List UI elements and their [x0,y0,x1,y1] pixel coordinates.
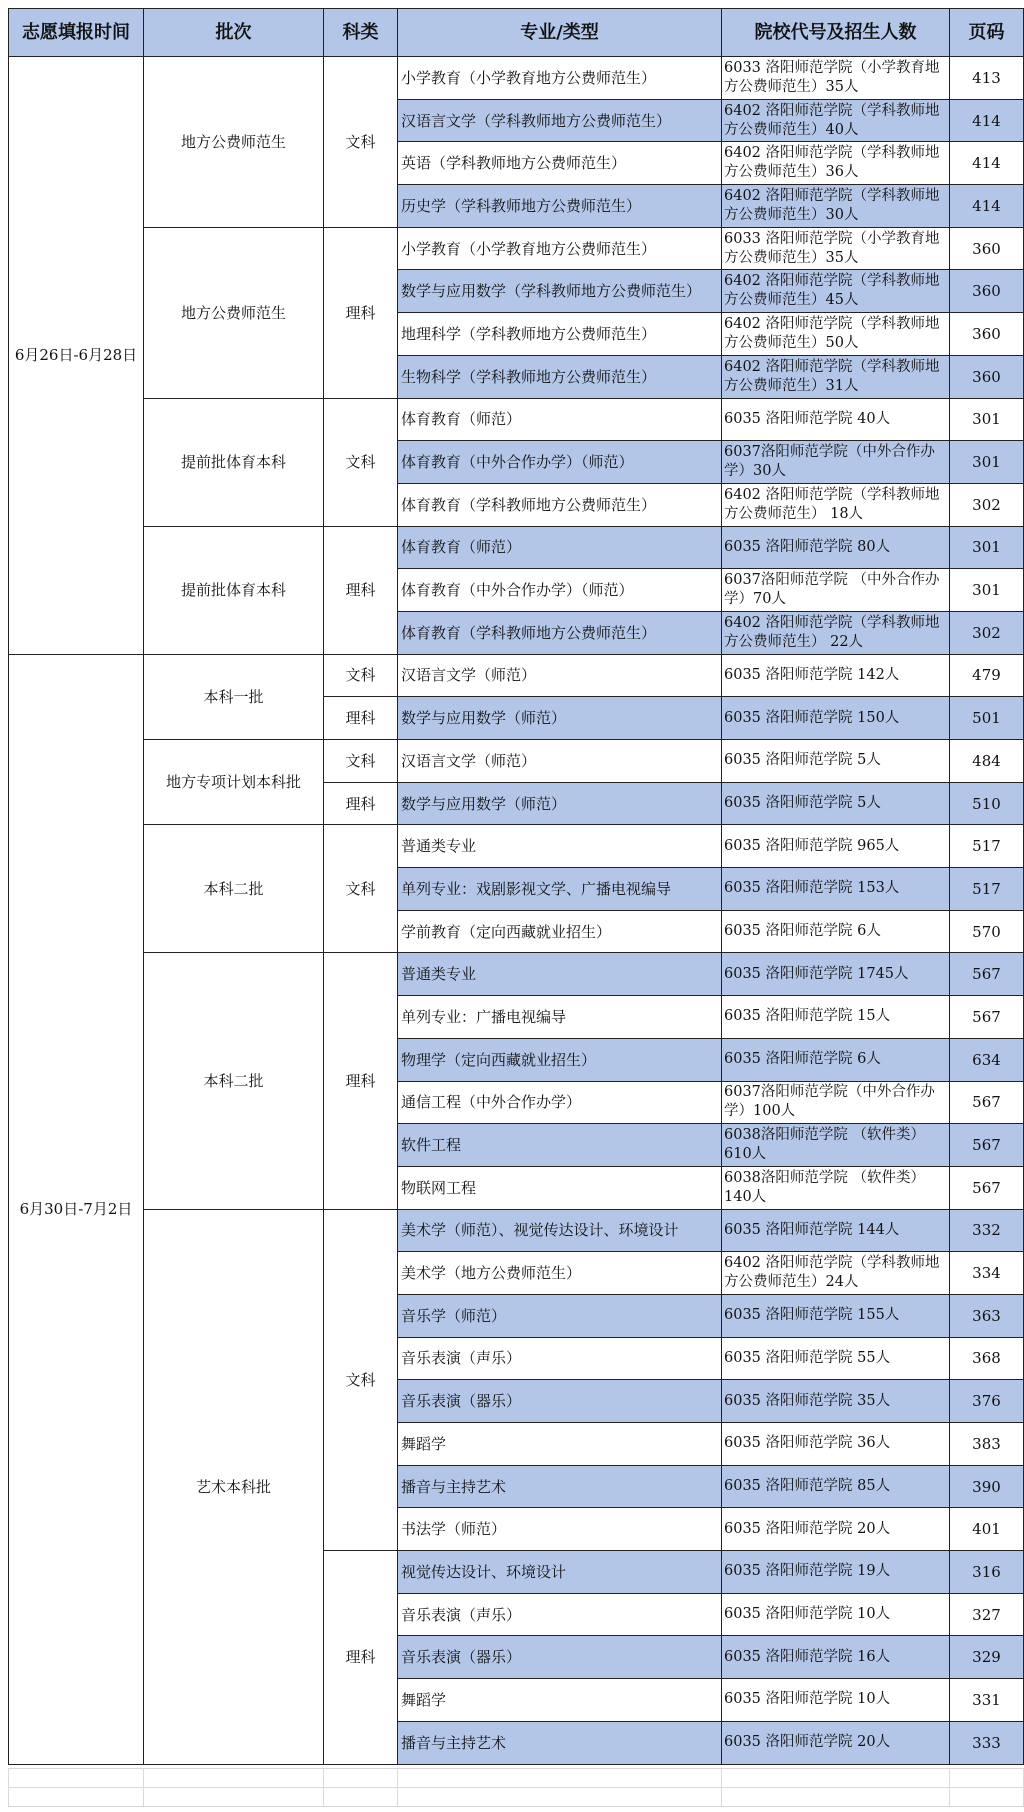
major-cell: 学前教育（定向西藏就业招生） [398,910,722,953]
school-cell: 6038洛阳师范学院 （软件类）610人 [722,1124,950,1167]
page-cell: 383 [950,1423,1024,1466]
table-row [9,654,1024,697]
page-cell: 316 [950,1551,1024,1594]
school-cell: 6037洛阳师范学院 （中外合作办学）70人 [722,569,950,612]
time-cell: 6月30日-7月2日 [9,654,144,1764]
major-cell: 书法学（师范） [398,1508,722,1551]
school-cell: 6033 洛阳师范学院（小学教育地方公费师范生）35人 [722,227,950,270]
major-cell: 播音与主持艺术 [398,1721,722,1764]
admission-schedule-table [8,8,1024,1765]
school-cell: 6035 洛阳师范学院 10人 [722,1593,950,1636]
major-cell: 通信工程（中外合作办学） [398,1081,722,1124]
school-cell: 6035 洛阳师范学院 40人 [722,398,950,441]
major-cell: 英语（学科教师地方公费师范生） [398,142,722,185]
school-cell: 6402 洛阳师范学院（学科教师地方公费师范生） 22人 [722,611,950,654]
school-cell: 6035 洛阳师范学院 155人 [722,1294,950,1337]
school-cell: 6037洛阳师范学院（中外合作办学）30人 [722,441,950,484]
subject-cell: 理科 [324,227,398,398]
table-row [9,740,1024,783]
subject-cell: 文科 [324,654,398,697]
school-cell: 6035 洛阳师范学院 35人 [722,1380,950,1423]
school-cell: 6035 洛阳师范学院 36人 [722,1423,950,1466]
major-cell: 单列专业：戏剧影视文学、广播电视编导 [398,868,722,911]
page-cell: 479 [950,654,1024,697]
major-cell: 汉语言文学（学科教师地方公费师范生） [398,99,722,142]
page-cell: 360 [950,355,1024,398]
subject-cell: 理科 [324,1551,398,1764]
major-cell: 地理科学（学科教师地方公费师范生） [398,313,722,356]
page-cell: 301 [950,526,1024,569]
batch-cell: 提前批体育本科 [144,526,324,654]
school-cell: 6035 洛阳师范学院 19人 [722,1551,950,1594]
major-cell: 音乐表演（器乐） [398,1636,722,1679]
page-cell: 517 [950,825,1024,868]
school-cell: 6035 洛阳师范学院 6人 [722,910,950,953]
page-cell: 567 [950,953,1024,996]
subject-cell: 文科 [324,1209,398,1551]
page-cell: 302 [950,483,1024,526]
school-cell: 6402 洛阳师范学院（学科教师地方公费师范生）45人 [722,270,950,313]
time-cell: 6月26日-6月28日 [9,57,144,655]
batch-cell: 地方公费师范生 [144,227,324,398]
page-cell: 363 [950,1294,1024,1337]
table-row [9,227,1024,270]
school-cell: 6033 洛阳师范学院（小学教育地方公费师范生）35人 [722,57,950,100]
school-cell: 6035 洛阳师范学院 80人 [722,526,950,569]
subject-cell: 文科 [324,825,398,953]
page-cell: 567 [950,996,1024,1039]
page-cell: 301 [950,569,1024,612]
major-cell: 音乐表演（器乐） [398,1380,722,1423]
school-cell: 6038洛阳师范学院 （软件类）140人 [722,1166,950,1209]
school-cell: 6402 洛阳师范学院（学科教师地方公费师范生）31人 [722,355,950,398]
page-cell: 301 [950,398,1024,441]
school-cell: 6035 洛阳师范学院 150人 [722,697,950,740]
major-cell: 视觉传达设计、环境设计 [398,1551,722,1594]
header-batch: 批次 [144,9,324,57]
major-cell: 数学与应用数学（师范） [398,697,722,740]
major-cell: 体育教育（师范） [398,526,722,569]
major-cell: 小学教育（小学教育地方公费师范生） [398,57,722,100]
batch-cell: 艺术本科批 [144,1209,324,1764]
table-row [9,1209,1024,1252]
school-cell: 6402 洛阳师范学院（学科教师地方公费师范生）30人 [722,185,950,228]
batch-cell: 本科二批 [144,953,324,1209]
major-cell: 物理学（定向西藏就业招生） [398,1038,722,1081]
major-cell: 数学与应用数学（师范） [398,782,722,825]
page-cell: 327 [950,1593,1024,1636]
school-cell: 6402 洛阳师范学院（学科教师地方公费师范生）40人 [722,99,950,142]
header-major: 专业/类型 [398,9,722,57]
page-cell: 510 [950,782,1024,825]
batch-cell: 地方专项计划本科批 [144,740,324,825]
subject-cell: 文科 [324,740,398,783]
page-cell: 414 [950,142,1024,185]
page-cell: 302 [950,611,1024,654]
school-cell: 6035 洛阳师范学院 20人 [722,1721,950,1764]
major-cell: 普通类专业 [398,953,722,996]
school-cell: 6035 洛阳师范学院 142人 [722,654,950,697]
school-cell: 6035 洛阳师范学院 20人 [722,1508,950,1551]
school-cell: 6035 洛阳师范学院 965人 [722,825,950,868]
page-cell: 301 [950,441,1024,484]
school-cell: 6037洛阳师范学院（中外合作办学）100人 [722,1081,950,1124]
major-cell: 体育教育（学科教师地方公费师范生） [398,483,722,526]
major-cell: 体育教育（师范） [398,398,722,441]
subject-cell: 理科 [324,526,398,654]
major-cell: 美术学（地方公费师范生） [398,1252,722,1295]
page-cell: 414 [950,99,1024,142]
page-cell: 368 [950,1337,1024,1380]
major-cell: 单列专业：广播电视编导 [398,996,722,1039]
header-school: 院校代号及招生人数 [722,9,950,57]
header-row [9,9,1024,57]
school-cell: 6035 洛阳师范学院 55人 [722,1337,950,1380]
empty-grid-rows [8,1768,1024,1807]
table-row [9,526,1024,569]
page-cell: 332 [950,1209,1024,1252]
school-cell: 6402 洛阳师范学院（学科教师地方公费师范生） 18人 [722,483,950,526]
major-cell: 汉语言文学（师范） [398,740,722,783]
page-cell: 413 [950,57,1024,100]
page-cell: 501 [950,697,1024,740]
major-cell: 体育教育（学科教师地方公费师范生） [398,611,722,654]
major-cell: 音乐表演（声乐） [398,1593,722,1636]
batch-cell: 本科一批 [144,654,324,739]
page-cell: 414 [950,185,1024,228]
major-cell: 播音与主持艺术 [398,1465,722,1508]
school-cell: 6402 洛阳师范学院（学科教师地方公费师范生）24人 [722,1252,950,1295]
table-row [9,825,1024,868]
major-cell: 历史学（学科教师地方公费师范生） [398,185,722,228]
major-cell: 舞蹈学 [398,1423,722,1466]
page-cell: 567 [950,1081,1024,1124]
subject-cell: 理科 [324,782,398,825]
table-row [9,57,1024,100]
page-cell: 376 [950,1380,1024,1423]
table-row [9,398,1024,441]
school-cell: 6035 洛阳师范学院 5人 [722,740,950,783]
page-cell: 360 [950,270,1024,313]
page-cell: 329 [950,1636,1024,1679]
page-cell: 331 [950,1679,1024,1722]
school-cell: 6035 洛阳师范学院 5人 [722,782,950,825]
subject-cell: 文科 [324,398,398,526]
major-cell: 物联网工程 [398,1166,722,1209]
subject-cell: 理科 [324,953,398,1209]
batch-cell: 提前批体育本科 [144,398,324,526]
school-cell: 6035 洛阳师范学院 16人 [722,1636,950,1679]
school-cell: 6035 洛阳师范学院 1745人 [722,953,950,996]
page-cell: 634 [950,1038,1024,1081]
page-cell: 334 [950,1252,1024,1295]
school-cell: 6035 洛阳师范学院 153人 [722,868,950,911]
page-cell: 567 [950,1166,1024,1209]
major-cell: 数学与应用数学（学科教师地方公费师范生） [398,270,722,313]
page-cell: 360 [950,227,1024,270]
page-cell: 333 [950,1721,1024,1764]
page-cell: 484 [950,740,1024,783]
batch-cell: 地方公费师范生 [144,57,324,228]
school-cell: 6035 洛阳师范学院 10人 [722,1679,950,1722]
school-cell: 6035 洛阳师范学院 85人 [722,1465,950,1508]
page-cell: 360 [950,313,1024,356]
school-cell: 6035 洛阳师范学院 15人 [722,996,950,1039]
school-cell: 6402 洛阳师范学院（学科教师地方公费师范生）50人 [722,313,950,356]
major-cell: 生物科学（学科教师地方公费师范生） [398,355,722,398]
major-cell: 普通类专业 [398,825,722,868]
page-cell: 567 [950,1124,1024,1167]
header-subject: 科类 [324,9,398,57]
major-cell: 美术学（师范）、视觉传达设计、环境设计 [398,1209,722,1252]
major-cell: 音乐学（师范） [398,1294,722,1337]
major-cell: 体育教育（中外合作办学）（师范） [398,441,722,484]
page-cell: 570 [950,910,1024,953]
major-cell: 体育教育（中外合作办学）（师范） [398,569,722,612]
page-cell: 401 [950,1508,1024,1551]
table-row [9,953,1024,996]
major-cell: 软件工程 [398,1124,722,1167]
major-cell: 小学教育（小学教育地方公费师范生） [398,227,722,270]
page-cell: 517 [950,868,1024,911]
school-cell: 6035 洛阳师范学院 6人 [722,1038,950,1081]
major-cell: 舞蹈学 [398,1679,722,1722]
school-cell: 6035 洛阳师范学院 144人 [722,1209,950,1252]
major-cell: 音乐表演（声乐） [398,1337,722,1380]
header-time: 志愿填报时间 [9,9,144,57]
batch-cell: 本科二批 [144,825,324,953]
major-cell: 汉语言文学（师范） [398,654,722,697]
subject-cell: 理科 [324,697,398,740]
subject-cell: 文科 [324,57,398,228]
header-page: 页码 [950,9,1024,57]
school-cell: 6402 洛阳师范学院（学科教师地方公费师范生）36人 [722,142,950,185]
page-cell: 390 [950,1465,1024,1508]
